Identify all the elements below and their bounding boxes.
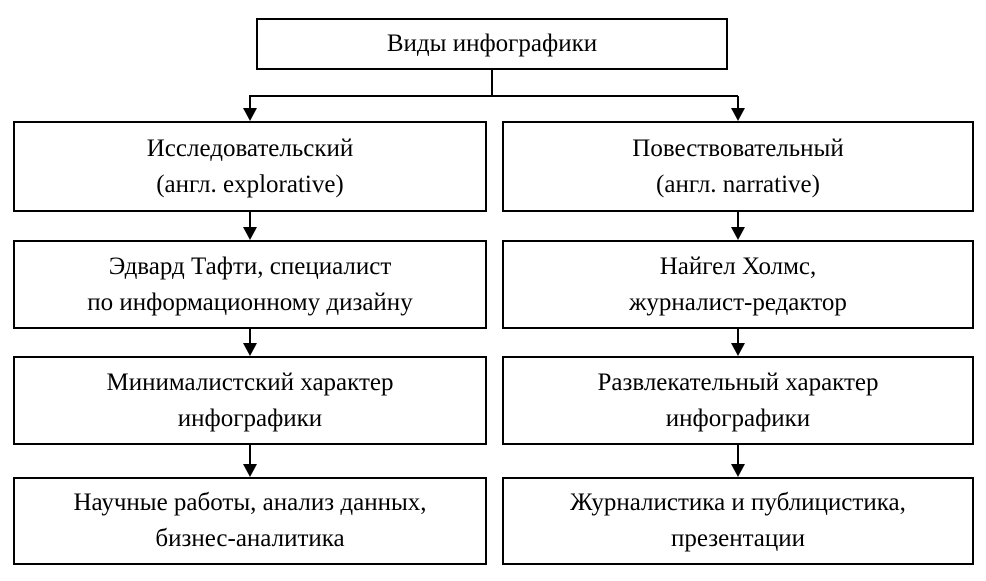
box-holmes <box>502 240 974 329</box>
box-text-line: (англ. narrative) <box>656 170 820 198</box>
box-text-line: Эдвард Тафти, специалист <box>108 252 392 280</box>
box-scientific-uses <box>13 477 487 565</box>
box-text-line: по информационному дизайну <box>87 288 413 316</box>
box-text-line: Минималистский характер <box>106 368 394 396</box>
box-text-line: инфографики <box>665 404 811 432</box>
box-minimalist-character <box>13 356 487 445</box>
box-text-line: Научные работы, анализ данных, <box>73 489 427 516</box>
arrow-down-icon <box>243 464 257 477</box>
box-text-line: Исследовательский <box>146 134 354 162</box>
box-text-line: (англ. explorative) <box>156 170 344 198</box>
connector-title-split <box>249 70 738 109</box>
box-narrative <box>502 121 974 212</box>
box-text-line: бизнес-аналитика <box>155 525 345 552</box>
box-text-line: Найгел Холмс, <box>659 252 817 280</box>
box-entertaining-character <box>502 356 974 445</box>
box-text-line: Журналистика и публицистика, <box>570 489 906 516</box>
arrow-down-icon <box>731 464 745 477</box>
diagram-title: Виды инфографики <box>386 30 598 57</box>
box-text-line: Развлекательный характер <box>597 368 879 396</box>
arrow-down-icon <box>243 227 257 240</box>
box-text-line: инфографики <box>177 404 323 432</box>
box-text-line: журналист-редактор <box>629 288 847 316</box>
box-tufte <box>13 240 487 329</box>
box-journalism-uses <box>502 477 974 565</box>
arrow-down-icon <box>731 227 745 240</box>
box-text-line: Повествовательный <box>632 134 844 162</box>
arrow-down-icon <box>243 108 257 121</box>
arrow-down-icon <box>731 343 745 356</box>
title-box <box>256 18 728 70</box>
arrow-down-icon <box>243 343 257 356</box>
arrow-down-icon <box>731 108 745 121</box>
box-explorative <box>13 121 487 212</box>
box-text-line: презентации <box>670 525 806 552</box>
